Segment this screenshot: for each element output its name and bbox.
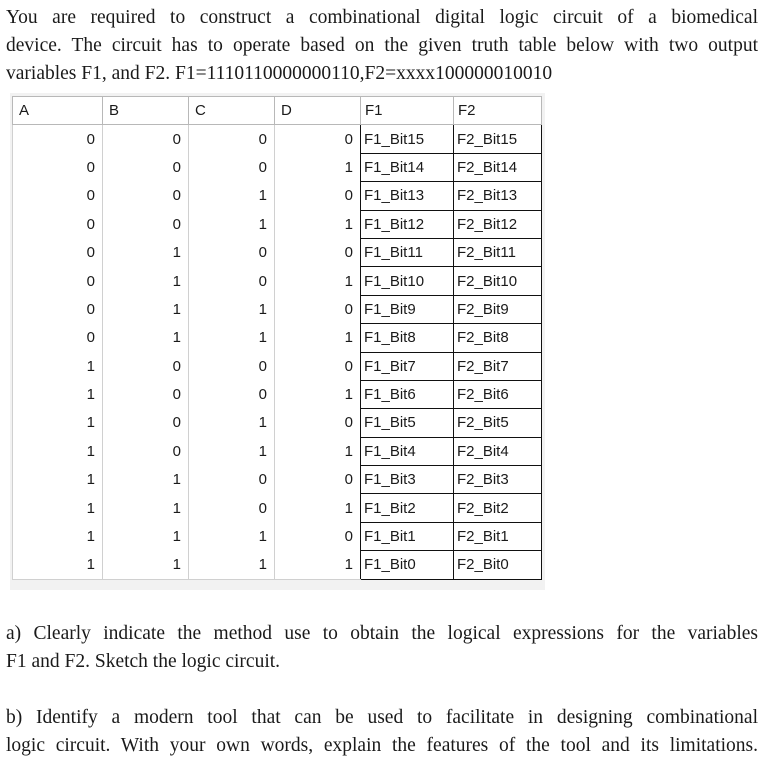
cell-c: 1 [189,210,275,238]
cell-f1: F1_Bit15 [361,125,454,153]
cell-b: 1 [103,522,189,550]
cell-d: 1 [275,380,361,408]
question-b [6,704,758,760]
cell-f1: F1_Bit14 [361,153,454,181]
cell-b: 1 [103,551,189,579]
cell-b: 0 [103,352,189,380]
cell-d: 0 [275,125,361,153]
cell-d: 1 [275,494,361,522]
cell-a: 1 [13,437,103,465]
table-row [13,494,542,522]
cell-f2: F2_Bit2 [454,494,542,522]
cell-f2: F2_Bit13 [454,182,542,210]
cell-f2: F2_Bit5 [454,409,542,437]
cell-d: 1 [275,551,361,579]
cell-c: 0 [189,153,275,181]
cell-a: 0 [13,267,103,295]
question-a-line-2: F1 and F2. Sketch the logic circuit. [6,651,281,672]
cell-f1: F1_Bit5 [361,409,454,437]
header-b: B [103,97,189,125]
table-row [13,522,542,550]
table-row [13,210,542,238]
cell-d: 1 [275,267,361,295]
cell-a: 0 [13,125,103,153]
table-row [13,466,542,494]
table-row [13,324,542,352]
cell-f2: F2_Bit9 [454,295,542,323]
cell-d: 1 [275,324,361,352]
table-row [13,238,542,266]
cell-c: 1 [189,324,275,352]
cell-a: 1 [13,551,103,579]
cell-c: 1 [189,551,275,579]
cell-c: 0 [189,466,275,494]
cell-c: 1 [189,182,275,210]
cell-a: 1 [13,494,103,522]
cell-b: 1 [103,494,189,522]
cell-d: 1 [275,437,361,465]
cell-b: 0 [103,409,189,437]
table-header-row [13,97,542,125]
intro-paragraph [6,4,758,88]
cell-a: 1 [13,380,103,408]
cell-d: 0 [275,522,361,550]
header-f2: F2 [454,97,542,125]
cell-f1: F1_Bit11 [361,238,454,266]
cell-d: 0 [275,466,361,494]
table-body [13,125,542,579]
cell-c: 1 [189,437,275,465]
cell-f1: F1_Bit10 [361,267,454,295]
cell-a: 0 [13,182,103,210]
header-a: A [13,97,103,125]
cell-f2: F2_Bit15 [454,125,542,153]
cell-f2: F2_Bit6 [454,380,542,408]
cell-f2: F2_Bit8 [454,324,542,352]
cell-f2: F2_Bit3 [454,466,542,494]
cell-a: 0 [13,324,103,352]
cell-c: 1 [189,295,275,323]
header-c: C [189,97,275,125]
cell-c: 0 [189,267,275,295]
cell-d: 1 [275,153,361,181]
table-row [13,352,542,380]
table-row [13,551,542,579]
cell-c: 0 [189,238,275,266]
table-row [13,182,542,210]
table-row [13,380,542,408]
cell-f2: F2_Bit4 [454,437,542,465]
cell-b: 0 [103,210,189,238]
cell-a: 1 [13,352,103,380]
cell-b: 0 [103,380,189,408]
cell-f2: F2_Bit14 [454,153,542,181]
cell-f2: F2_Bit11 [454,238,542,266]
table-row [13,409,542,437]
cell-a: 0 [13,153,103,181]
cell-d: 0 [275,295,361,323]
cell-f1: F1_Bit9 [361,295,454,323]
truth-table [12,96,542,580]
cell-f2: F2_Bit1 [454,522,542,550]
cell-c: 1 [189,522,275,550]
cell-f2: F2_Bit0 [454,551,542,579]
cell-f2: F2_Bit10 [454,267,542,295]
cell-f1: F1_Bit13 [361,182,454,210]
cell-c: 0 [189,352,275,380]
cell-f1: F1_Bit1 [361,522,454,550]
cell-b: 0 [103,125,189,153]
table-row [13,267,542,295]
cell-a: 0 [13,210,103,238]
cell-f1: F1_Bit6 [361,380,454,408]
cell-b: 0 [103,153,189,181]
cell-a: 0 [13,295,103,323]
header-f1: F1 [361,97,454,125]
cell-c: 0 [189,125,275,153]
intro-line-1: You are required to construct a combinational digital logic circuit of a biomedical [6,7,758,28]
cell-b: 0 [103,182,189,210]
cell-b: 1 [103,295,189,323]
cell-f1: F1_Bit0 [361,551,454,579]
table-row [13,295,542,323]
cell-a: 1 [13,466,103,494]
question-b-line-1: b) Identify a modern tool that can be used to facilitate in designing combinational [6,707,758,728]
cell-a: 0 [13,238,103,266]
cell-c: 1 [189,409,275,437]
cell-c: 0 [189,380,275,408]
cell-f1: F1_Bit8 [361,324,454,352]
cell-f2: F2_Bit12 [454,210,542,238]
cell-b: 1 [103,466,189,494]
cell-b: 0 [103,437,189,465]
table-row [13,153,542,181]
cell-b: 1 [103,324,189,352]
cell-f2: F2_Bit7 [454,352,542,380]
intro-line-2: device. The circuit has to operate based on the given truth table below with two output [6,35,758,56]
cell-d: 0 [275,352,361,380]
table-row [13,125,542,153]
cell-d: 0 [275,409,361,437]
cell-a: 1 [13,409,103,437]
cell-f1: F1_Bit12 [361,210,454,238]
cell-f1: F1_Bit2 [361,494,454,522]
intro-line-3: variables F1, and F2. F1=1110110000000110,F2=xxxx100000010010 [6,63,553,84]
cell-d: 0 [275,238,361,266]
cell-f1: F1_Bit4 [361,437,454,465]
cell-d: 0 [275,182,361,210]
cell-c: 0 [189,494,275,522]
table-row [13,437,542,465]
question-a [6,620,758,676]
cell-f1: F1_Bit3 [361,466,454,494]
cell-b: 1 [103,267,189,295]
question-b-line-2: logic circuit. With your own words, explain the features of the tool and its limitations. [6,735,758,756]
question-a-line-1: a) Clearly indicate the method use to obtain the logical expressions for the variables [6,623,758,644]
cell-a: 1 [13,522,103,550]
cell-d: 1 [275,210,361,238]
cell-f1: F1_Bit7 [361,352,454,380]
header-d: D [275,97,361,125]
cell-b: 1 [103,238,189,266]
